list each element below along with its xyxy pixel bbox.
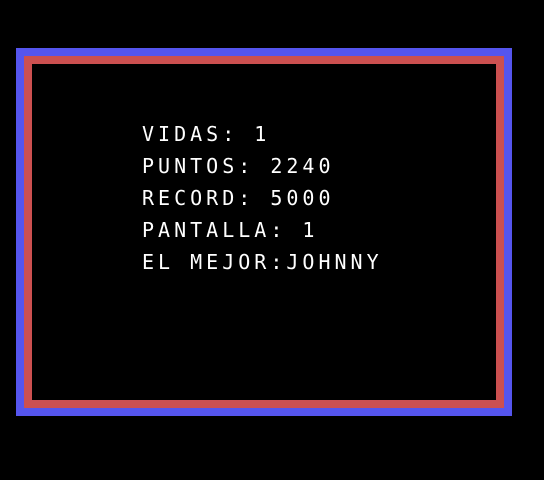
record-text: RECORD: 5000 — [142, 186, 335, 210]
screen-number-text: PANTALLA: 1 — [142, 218, 319, 242]
best-player-text: EL MEJOR:JOHNNY — [142, 250, 383, 274]
lives-text: VIDAS: 1 — [142, 122, 271, 146]
points-text: PUNTOS: 2240 — [142, 154, 335, 178]
